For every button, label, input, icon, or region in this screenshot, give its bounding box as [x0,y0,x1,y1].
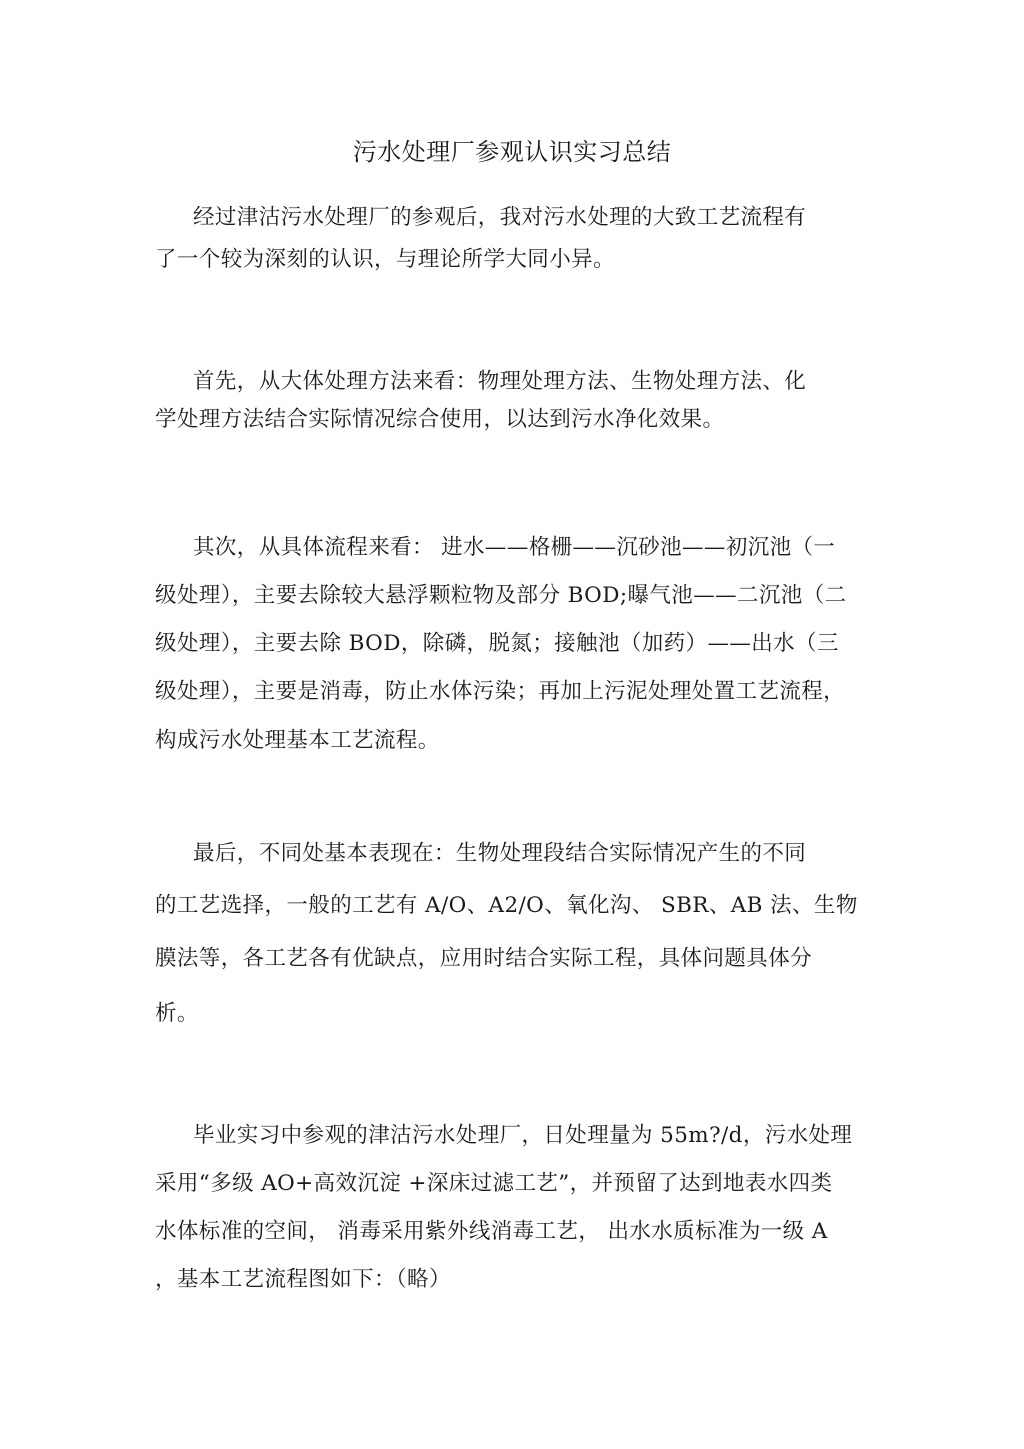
paragraph-line: 经过津沽污水处理厂的参观后，我对污水处理的大致工艺流程有 [193,205,807,230]
paragraph-line: 膜法等，各工艺各有优缺点，应用时结合实际工程，具体问题具体分 [155,946,813,971]
paragraph-line: 最后，不同处基本表现在：生物处理段结合实际情况产生的不同 [193,841,807,866]
paragraph-line: 级处理），主要去除较大悬浮颗粒物及部分 BOD;曝气池——二沉池（二 [155,583,847,608]
paragraph-line: 其次，从具体流程来看： 进水——格栅——沉砂池——初沉池（一 [193,535,836,560]
paragraph-line: 级处理），主要去除 BOD，除磷，脱氮；接触池（加药）——出水（三 [155,631,839,656]
paragraph-line: 采用“多级 AO+高效沉淀 +深床过滤工艺”，并预留了达到地表水四类 [155,1171,833,1196]
paragraph-line: 析。 [155,1001,199,1026]
paragraph-line: 的工艺选择，一般的工艺有 A/O、A2/O、氧化沟、 SBR、AB 法、生物 [155,893,858,918]
paragraph-line: 构成污水处理基本工艺流程。 [155,728,440,753]
paragraph-line: 了一个较为深刻的认识，与理论所学大同小异。 [155,247,615,272]
paragraph-line: 首先，从大体处理方法来看：物理处理方法、生物处理方法、化 [193,369,807,394]
paragraph-line: 学处理方法结合实际情况综合使用，以达到污水净化效果。 [155,407,725,432]
paragraph-line: 水体标准的空间， 消毒采用紫外线消毒工艺， 出水水质标准为一级 A [155,1219,828,1244]
paragraph-line: 级处理），主要是消毒，防止水体污染；再加上污泥处理处置工艺流程， [155,679,846,704]
paragraph-line: ，基本工艺流程图如下：（略） [155,1267,451,1292]
paragraph-line: 毕业实习中参观的津沽污水处理厂，日处理量为 55m?/d，污水处理 [193,1123,853,1148]
page-title: 污水处理厂参观认识实习总结 [352,138,672,166]
